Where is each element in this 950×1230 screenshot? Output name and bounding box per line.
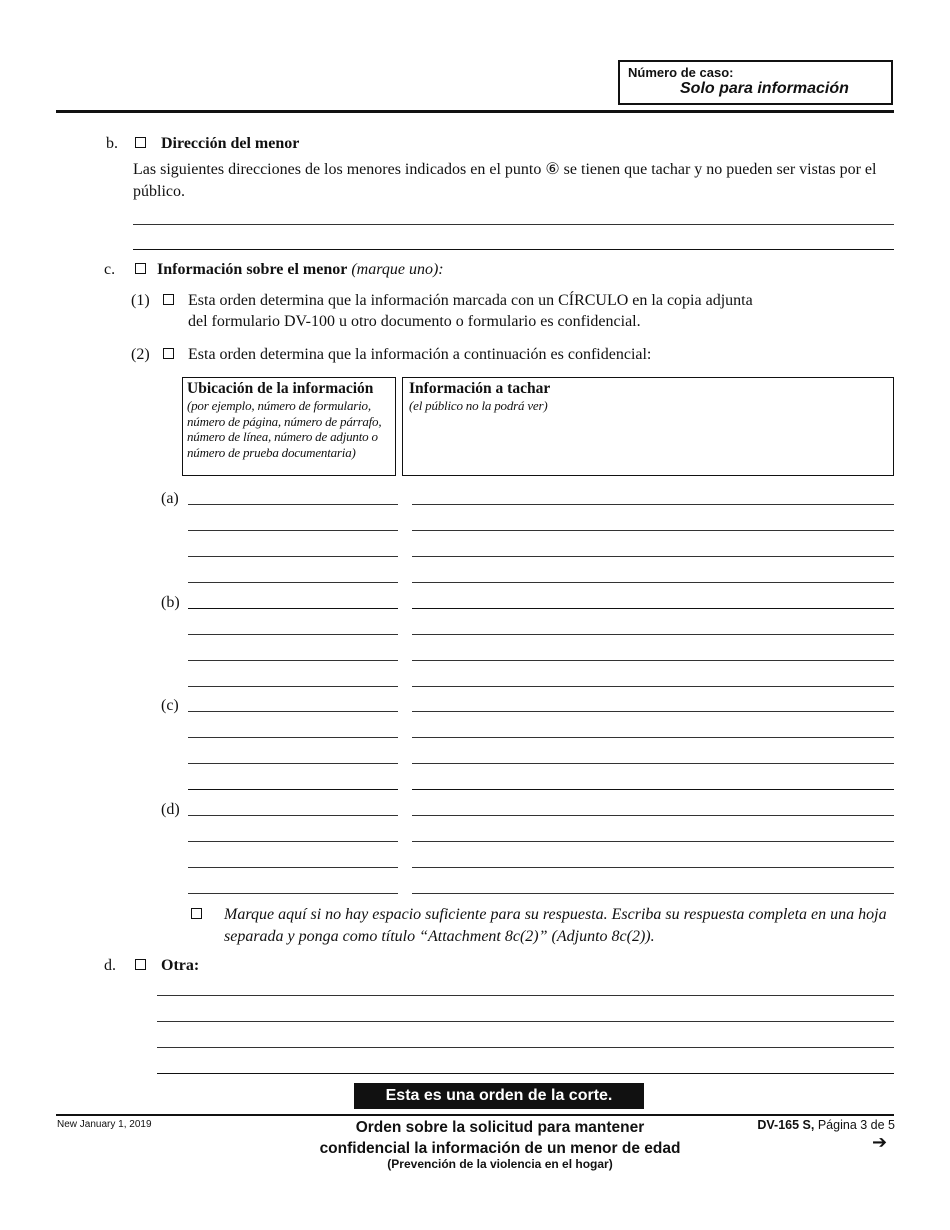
section-b-body: Las siguientes direcciones de los menores indicados en el punto ⑥ se tienen que tachar y no pueden ser vistas por el público. [133,161,877,200]
form-subtitle: (Prevención de la violencia en el hogar) [387,1157,613,1171]
redact-line[interactable] [412,582,894,583]
redact-title: Información a tachar [409,380,551,397]
section-b-checkbox[interactable] [135,137,146,148]
location-line[interactable] [188,815,398,816]
row-label: (b) [161,594,180,611]
redact-line[interactable] [412,556,894,557]
section-c-checkbox[interactable] [135,263,146,274]
option-1-line1: Esta orden determina que la información marcada con un CÍRCULO en la copia adjunta [188,292,753,309]
section-b-letter: b. [106,135,118,152]
option-2-text: Esta orden determina que la información a continuación es confidencial: [188,346,652,363]
location-line[interactable] [188,763,398,764]
header-rule [56,110,894,113]
section-c-heading [157,259,444,281]
case-number-label: Número de caso: [628,65,734,80]
next-page-arrow-icon: ➔ [872,1132,888,1152]
footer-rule [56,1114,894,1116]
page-info [700,1118,895,1132]
revision-date: New January 1, 2019 [57,1119,152,1130]
other-line[interactable] [157,1021,894,1022]
redact-line[interactable] [412,608,894,609]
redact-column-header [402,377,894,476]
court-order-banner: Esta es una orden de la corte. [354,1083,644,1109]
location-line[interactable] [188,556,398,557]
location-line[interactable] [188,608,398,609]
other-line[interactable] [157,1047,894,1048]
form-id: DV-165 S, [757,1118,815,1132]
case-number-box [618,60,893,105]
section-b-title: Dirección del menor [161,135,300,152]
location-line[interactable] [188,686,398,687]
location-line[interactable] [188,789,398,790]
row-label: (c) [161,697,179,714]
section-c-title: Información sobre el menor [157,261,348,278]
more-space-checkbox[interactable] [191,908,202,919]
option-1-line2: del formulario DV-100 u otro documento o formulario es confidencial. [188,313,641,330]
page-number: Página 3 de 5 [817,1118,895,1132]
redact-line[interactable] [412,867,894,868]
address-line[interactable] [133,249,894,250]
section-c-note: (marque uno): [351,261,444,278]
other-line[interactable] [157,1073,894,1074]
form-title [280,1117,720,1159]
option-1-checkbox[interactable] [163,294,174,305]
form-title-line2: confidencial la información de un menor de edad [319,1140,681,1157]
location-line[interactable] [188,711,398,712]
other-line[interactable] [157,995,894,996]
form-title-line1: Orden sobre la solicitud para mantener [355,1119,645,1136]
location-title: Ubicación de la información [187,380,374,397]
option-2-number: (2) [131,346,150,363]
case-number-value: Solo para información [680,80,849,97]
location-line[interactable] [188,841,398,842]
location-line[interactable] [188,660,398,661]
redact-note: (el público no la podrá ver) [409,398,548,413]
location-line[interactable] [188,582,398,583]
location-line[interactable] [188,867,398,868]
redact-line[interactable] [412,737,894,738]
row-label: (a) [161,490,179,507]
redact-line[interactable] [412,789,894,790]
section-d-letter: d. [104,957,116,974]
redact-line[interactable] [412,841,894,842]
more-space-text: Marque aquí si no hay espacio suficiente para su respuesta. Escriba su respuesta completa en una hoja separada y ponga como título “Attachment 8c(2)” (Adjunto 8c(2)). [224,906,887,945]
location-note: (por ejemplo, número de formulario, número de página, número de párrafo, número de línea, número de adjunto o número de prueba documentaria) [187,398,382,460]
row-label: (d) [161,801,180,818]
section-d-title: Otra: [161,957,200,974]
address-line[interactable] [133,224,894,225]
location-line[interactable] [188,737,398,738]
location-column-header [182,377,396,476]
redact-line[interactable] [412,634,894,635]
location-line[interactable] [188,530,398,531]
redact-line[interactable] [412,763,894,764]
option-2-checkbox[interactable] [163,348,174,359]
section-d-checkbox[interactable] [135,959,146,970]
location-line[interactable] [188,634,398,635]
location-line[interactable] [188,504,398,505]
location-line[interactable] [188,893,398,894]
redact-line[interactable] [412,893,894,894]
option-1-number: (1) [131,292,150,309]
redact-line[interactable] [412,686,894,687]
redact-line[interactable] [412,660,894,661]
redact-line[interactable] [412,815,894,816]
redact-line[interactable] [412,504,894,505]
redact-line[interactable] [412,711,894,712]
section-c-letter: c. [104,261,116,278]
redact-line[interactable] [412,530,894,531]
